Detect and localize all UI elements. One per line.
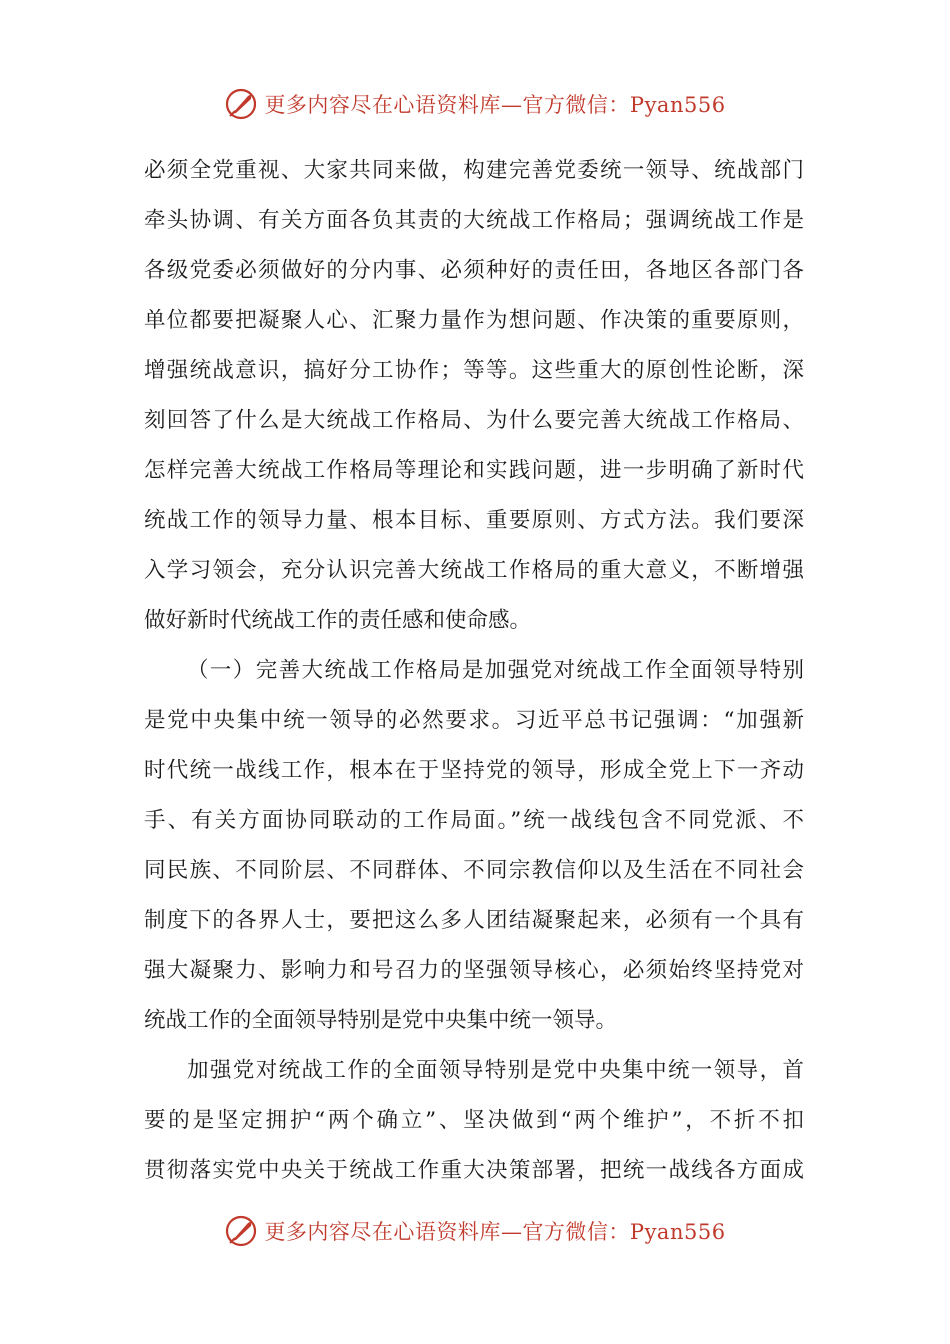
- text-line: 牵头协调、有关方面各负其责的大统战工作格局；强调统战工作是: [144, 208, 804, 233]
- quill-logo-icon: [224, 87, 258, 121]
- text-line: 怎样完善大统战工作格局等理论和实践问题，进一步明确了新时代: [144, 458, 804, 483]
- text-line: 制度下的各界人士，要把这么多人团结凝聚起来，必须有一个具有: [144, 908, 804, 933]
- watermark-text: [264, 1216, 725, 1246]
- text-line: 刻回答了什么是大统战工作格局、为什么要完善大统战工作格局、: [144, 408, 804, 433]
- text-line: 手、有关方面协同联动的工作局面。”统一战线包含不同党派、不: [144, 808, 804, 833]
- text-line: 增强统战意识，搞好分工协作；等等。这些重大的原创性论断，深: [144, 358, 804, 383]
- text-line: 必须全党重视、大家共同来做，构建完善党委统一领导、统战部门: [144, 158, 804, 183]
- text-line: 做好新时代统战工作的责任感和使命感。: [144, 608, 532, 633]
- paragraph-start-line: 加强党对统战工作的全面领导特别是党中央集中统一领导，首: [187, 1058, 804, 1083]
- text-line: 各级党委必须做好的分内事、必须种好的责任田，各地区各部门各: [144, 258, 804, 283]
- text-line: 时代统一战线工作，根本在于坚持党的领导，形成全党上下一齐动: [144, 758, 804, 783]
- watermark-contact: 官方微信：Pyan556: [522, 1220, 726, 1244]
- text-line: 同民族、不同阶层、不同群体、不同宗教信仰以及生活在不同社会: [144, 858, 804, 883]
- text-line: 强大凝聚力、影响力和号召力的坚强领导核心，必须始终坚持党对: [144, 958, 804, 983]
- text-line: 统战工作的全面领导特别是党中央集中统一领导。: [144, 1008, 618, 1033]
- watermark-banner-top: [0, 84, 950, 124]
- text-line: 是党中央集中统一领导的必然要求。习近平总书记强调：“加强新: [144, 708, 804, 733]
- document-body: [144, 146, 804, 1196]
- text-line: 贯彻落实党中央关于统战工作重大决策部署，把统一战线各方面成: [144, 1158, 804, 1183]
- paragraph-heading-line: （一）完善大统战工作格局是加强党对统战工作全面领导特别: [187, 658, 804, 683]
- text-line: 单位都要把凝聚人心、汇聚力量作为想问题、作决策的重要原则，: [144, 308, 804, 333]
- watermark-contact: 官方微信：Pyan556: [522, 93, 726, 117]
- text-line: 要的是坚定拥护“两个确立”、坚决做到“两个维护”，不折不扣: [144, 1108, 804, 1133]
- watermark-text: [264, 89, 725, 119]
- watermark-dash: —: [500, 93, 523, 117]
- quill-logo-icon: [224, 1214, 258, 1248]
- watermark-main: 更多内容尽在心语资料库: [264, 93, 501, 117]
- watermark-banner-bottom: [0, 1211, 950, 1251]
- text-line: 入学习领会，充分认识完善大统战工作格局的重大意义，不断增强: [144, 558, 804, 583]
- watermark-dash: —: [500, 1220, 523, 1244]
- watermark-main: 更多内容尽在心语资料库: [264, 1220, 501, 1244]
- text-line: 统战工作的领导力量、根本目标、重要原则、方式方法。我们要深: [144, 508, 804, 533]
